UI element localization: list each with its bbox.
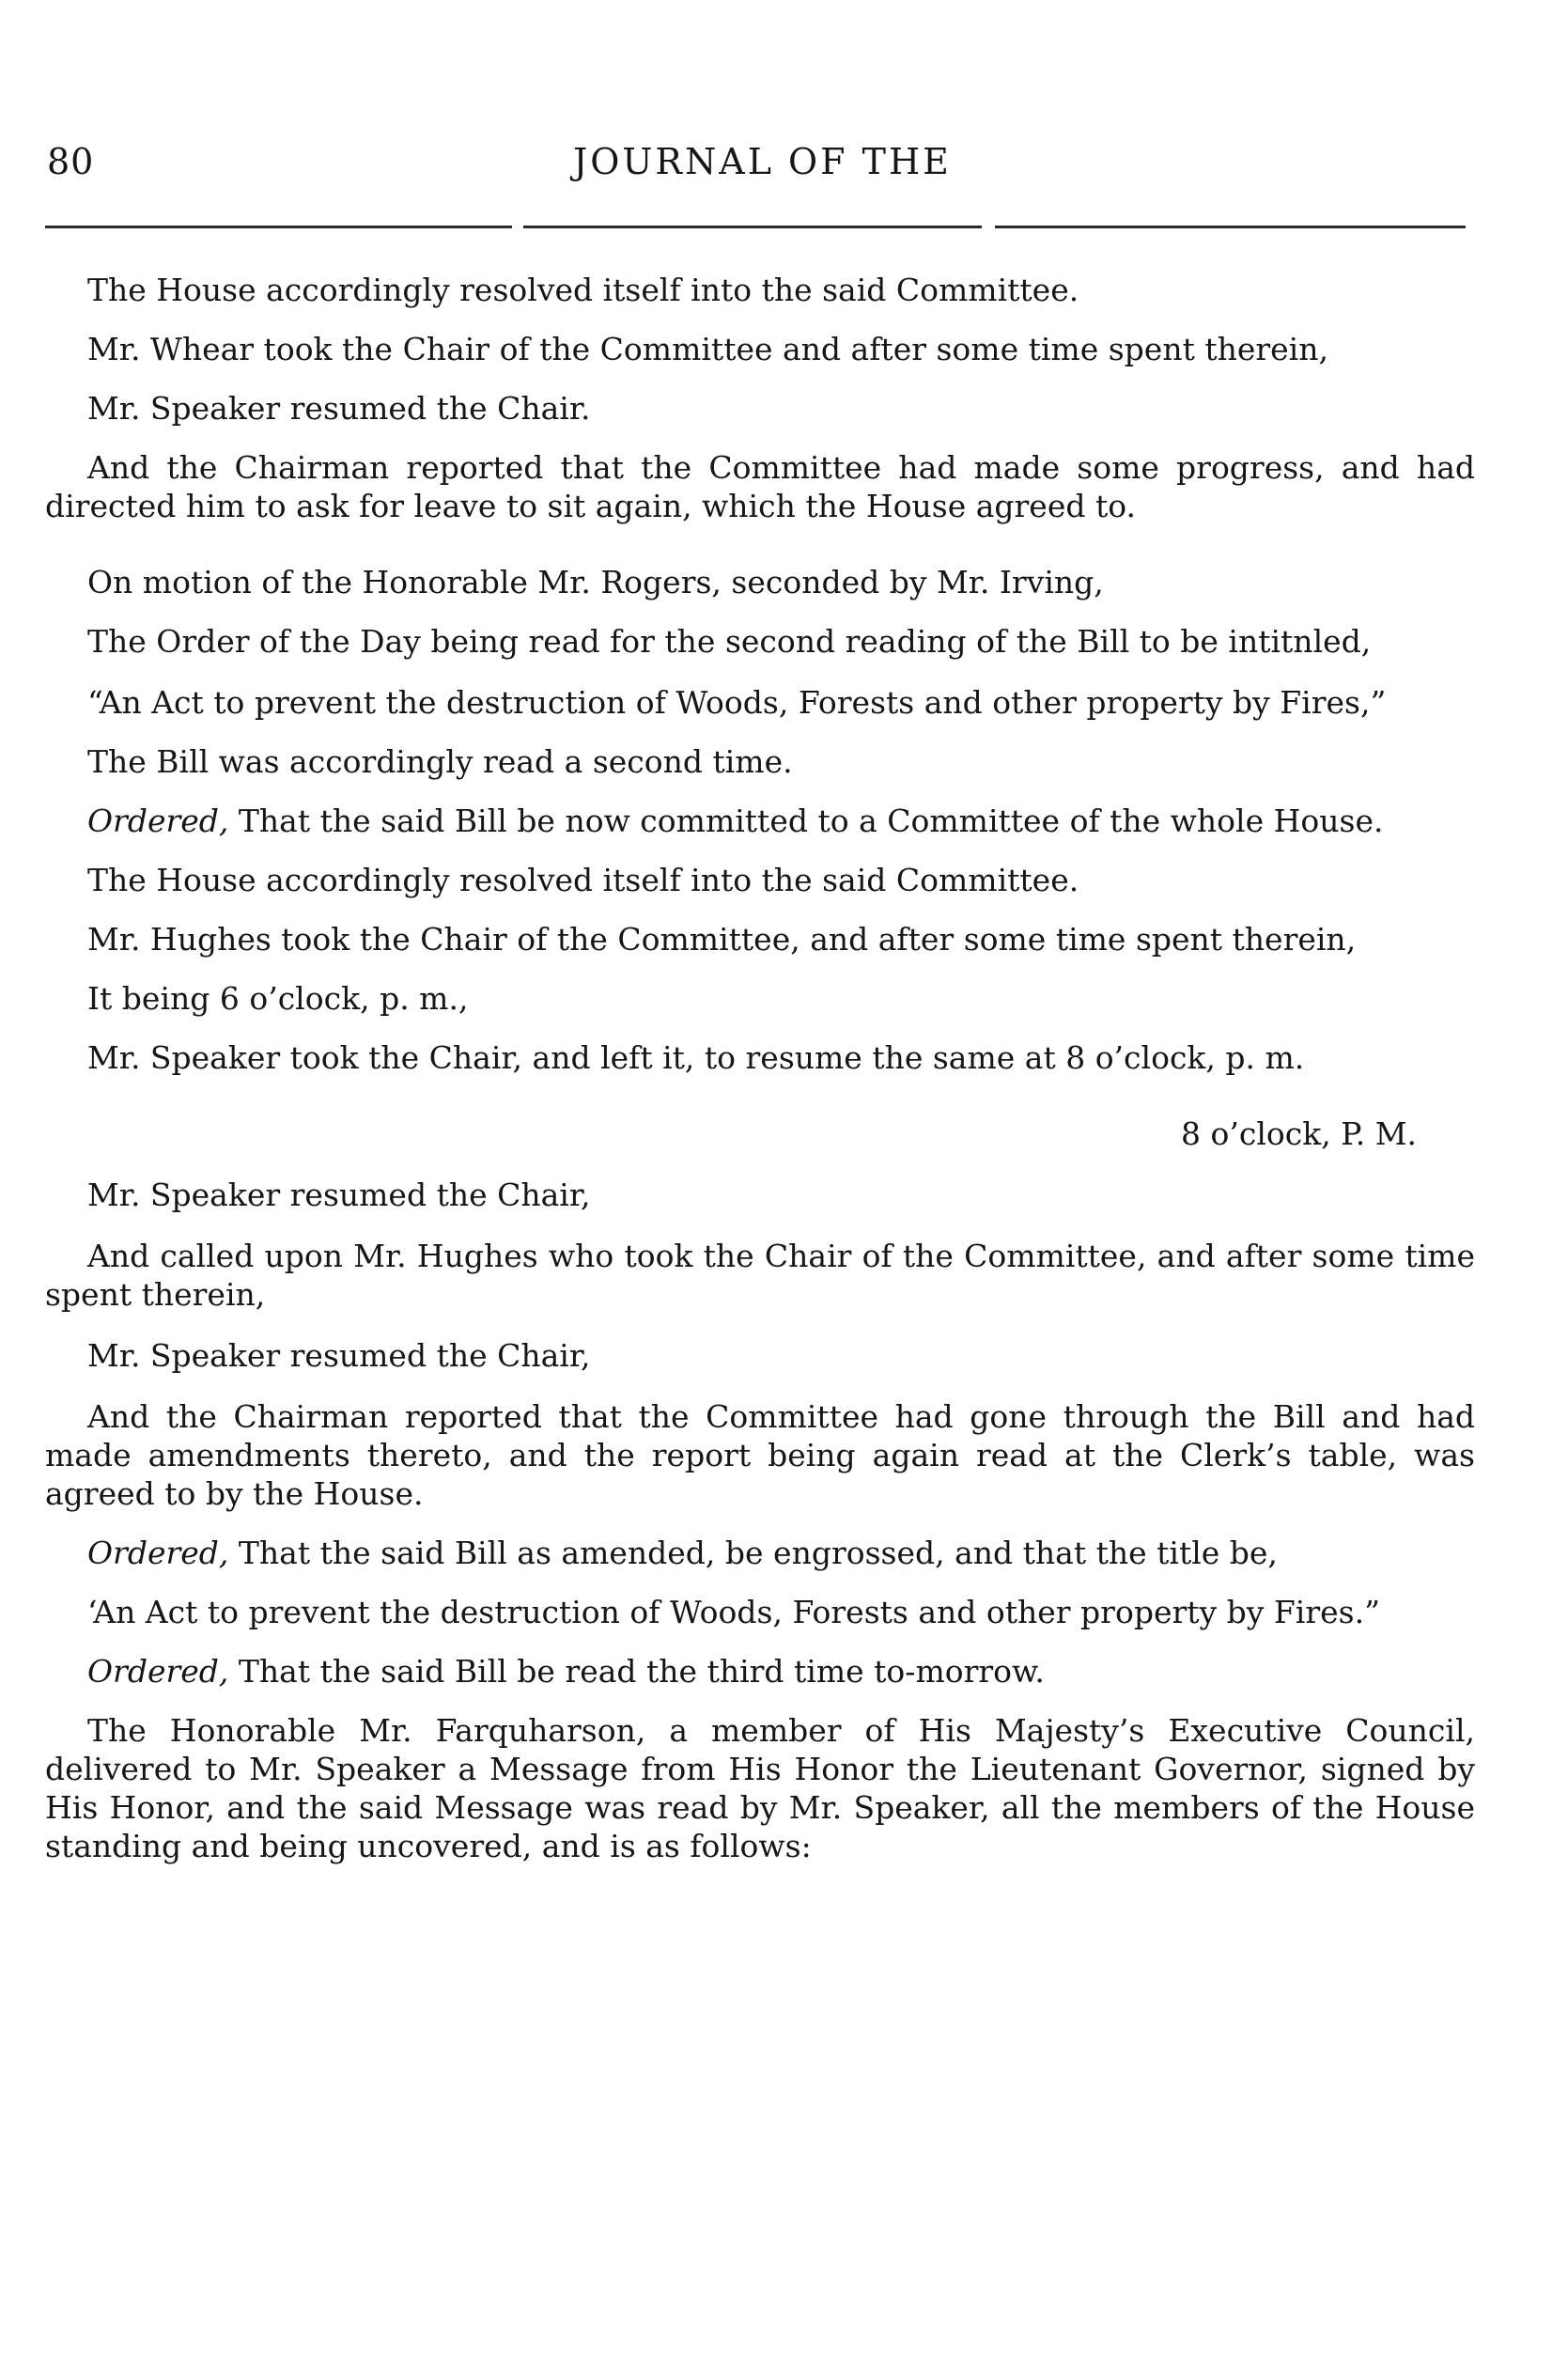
header-rule xyxy=(45,226,1466,228)
paragraph: The House accordingly resolved itself into the said Committee. xyxy=(87,862,1079,898)
paragraph: And the Chairman reported that the Committee had made some progress, and had directed him to ask for leave to sit again, which the House agreed to. xyxy=(45,449,1475,524)
paragraph: Mr. Speaker resumed the Chair, xyxy=(87,1337,591,1374)
journal-body xyxy=(45,271,1475,1865)
paragraph: Ordered, That the said Bill be now committed to a Committee of the whole House. xyxy=(87,803,1384,839)
paragraph: The Bill was accordingly read a second time. xyxy=(87,743,793,780)
running-head: JOURNAL OF THE xyxy=(573,141,952,182)
paragraph: The Order of the Day being read for the second reading of the Bill to be intitnled, xyxy=(87,623,1372,660)
paragraph: It being 6 o’clock, p. m., xyxy=(87,980,469,1017)
paragraph: Mr. Speaker resumed the Chair. xyxy=(87,390,591,427)
paragraph: Mr. Hughes took the Chair of the Committee, and after some time spent therein, xyxy=(87,921,1357,958)
page-header xyxy=(47,141,1466,197)
paragraph: Ordered, That the said Bill be read the third time to-morrow. xyxy=(87,1653,1045,1690)
paragraph: On motion of the Honorable Mr. Rogers, seconded by Mr. Irving, xyxy=(87,564,1104,600)
ordered-lead: Ordered, xyxy=(87,803,229,839)
ordered-lead: Ordered, xyxy=(87,1535,229,1571)
paragraph: And called upon Mr. Hughes who took the Chair of the Committee, and after some time spent therein, xyxy=(45,1238,1475,1313)
rule-break xyxy=(982,224,995,231)
paragraph: Mr. Speaker resumed the Chair, xyxy=(87,1177,591,1213)
paragraph: “An Act to prevent the destruction of Woods, Forests and other property by Fires,” xyxy=(87,684,1387,721)
paragraph: Ordered, That the said Bill as amended, be engrossed, and that the title be, xyxy=(87,1535,1278,1571)
rule-break xyxy=(512,224,523,231)
ordered-lead: Ordered, xyxy=(87,1653,229,1690)
paragraph: The House accordingly resolved itself into the said Committee. xyxy=(87,272,1079,308)
page-number: 80 xyxy=(47,141,95,182)
paragraph: Mr. Speaker took the Chair, and left it, to resume the same at 8 o’clock, p. m. xyxy=(87,1039,1305,1076)
paragraph: The Honorable Mr. Farquharson, a member of His Majesty’s Executive Council, delivered to Mr. Speaker a Message from His Honor the Lieutenant Governor, signed by His Honor, and the said Message was read by Mr. Speaker, all the members of the House standing and being uncovered, and is as follows: xyxy=(45,1712,1475,1864)
paragraph: ‘An Act to prevent the destruction of Woods, Forests and other property by Fires.” xyxy=(87,1594,1380,1630)
paragraph: Mr. Whear took the Chair of the Committee and after some time spent therein, xyxy=(87,331,1328,367)
time-heading: 8 o’clock, P. M. xyxy=(1181,1115,1417,1152)
paragraph: And the Chairman reported that the Committee had gone through the Bill and had made amendments thereto, and the report being again read at the Clerk’s table, was agreed to by the House. xyxy=(45,1398,1475,1512)
